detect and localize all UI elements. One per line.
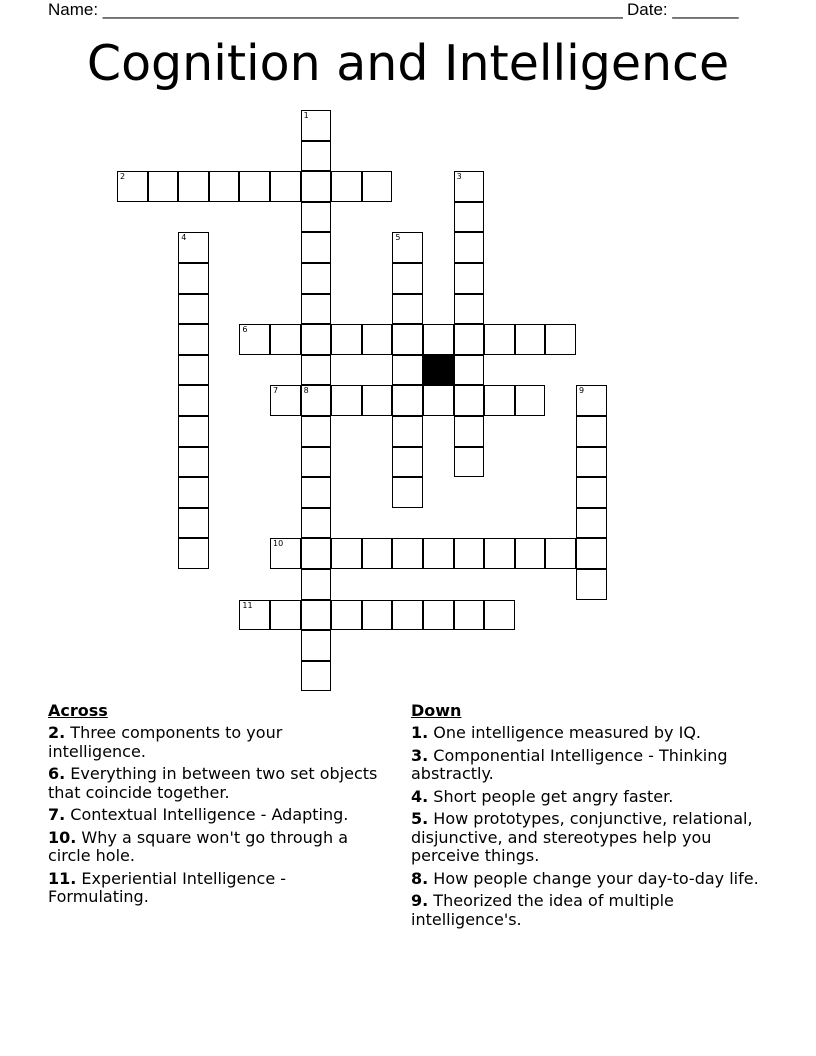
crossword-cell[interactable] bbox=[545, 538, 576, 569]
crossword-cell[interactable] bbox=[301, 569, 332, 600]
page-title: Cognition and Intelligence bbox=[86, 35, 730, 92]
clue-text: Three components to your intelligence. bbox=[48, 723, 283, 761]
crossword-cell[interactable] bbox=[270, 171, 301, 202]
crossword-cell[interactable] bbox=[209, 171, 240, 202]
crossword-cell[interactable] bbox=[239, 171, 270, 202]
clue-number: 11. bbox=[48, 868, 77, 888]
clue-number: 7. bbox=[48, 805, 66, 824]
crossword-cell[interactable] bbox=[301, 324, 332, 355]
crossword-cell[interactable] bbox=[301, 110, 332, 141]
crossword-cell[interactable] bbox=[178, 232, 209, 263]
crossword-cell[interactable] bbox=[454, 263, 485, 294]
crossword-cell[interactable] bbox=[454, 600, 485, 631]
crossword-cell[interactable] bbox=[178, 324, 209, 355]
clue-text: Componential Intelligence - Thinking abstractly. bbox=[411, 745, 728, 783]
clue-number: 10. bbox=[48, 827, 77, 847]
crossword-cell[interactable] bbox=[454, 538, 485, 569]
crossword-black-cell bbox=[423, 355, 454, 386]
crossword-cell[interactable] bbox=[454, 232, 485, 263]
crossword-cell[interactable] bbox=[576, 477, 607, 508]
clue-number-label: 10 bbox=[273, 539, 284, 549]
crossword-cell[interactable] bbox=[270, 600, 301, 631]
crossword-cell[interactable] bbox=[239, 600, 270, 631]
down-clue bbox=[411, 810, 761, 866]
clue-text: Short people get angry faster. bbox=[428, 786, 674, 806]
crossword-cell[interactable] bbox=[362, 324, 393, 355]
crossword-cell[interactable] bbox=[301, 416, 332, 447]
across-clue bbox=[48, 806, 383, 825]
crossword-cell[interactable] bbox=[454, 294, 485, 325]
crossword-cell[interactable] bbox=[515, 324, 546, 355]
crossword-cell[interactable] bbox=[301, 355, 332, 386]
crossword-cell[interactable] bbox=[392, 385, 423, 416]
crossword-cell[interactable] bbox=[331, 385, 362, 416]
crossword-cell[interactable] bbox=[301, 171, 332, 202]
clue-text: How prototypes, conjunctive, relational, disjunctive, and stereotypes help you perceive things. bbox=[411, 809, 753, 865]
crossword-cell[interactable] bbox=[392, 355, 423, 386]
crossword-cell[interactable] bbox=[178, 294, 209, 325]
down-clue bbox=[411, 724, 761, 743]
crossword-cell[interactable] bbox=[423, 600, 454, 631]
across-clue bbox=[48, 829, 383, 866]
crossword-cell[interactable] bbox=[301, 508, 332, 539]
crossword-cell[interactable] bbox=[301, 538, 332, 569]
crossword-cell[interactable] bbox=[178, 508, 209, 539]
crossword-cell[interactable] bbox=[362, 538, 393, 569]
clue-number-label: 7 bbox=[273, 386, 279, 396]
crossword-cell[interactable] bbox=[576, 447, 607, 478]
crossword-cell[interactable] bbox=[392, 324, 423, 355]
crossword-cell[interactable] bbox=[545, 324, 576, 355]
clue-number: 4. bbox=[411, 786, 429, 806]
down-clues bbox=[411, 701, 761, 933]
crossword-cell[interactable] bbox=[392, 232, 423, 263]
clue-text: Everything in between two set objects that coincide together. bbox=[48, 764, 378, 802]
crossword-cell[interactable] bbox=[454, 447, 485, 478]
crossword-cell[interactable] bbox=[301, 232, 332, 263]
crossword-cell[interactable] bbox=[301, 141, 332, 172]
clue-number: 9. bbox=[411, 891, 429, 910]
down-heading: Down bbox=[411, 701, 462, 720]
crossword-cell[interactable] bbox=[178, 171, 209, 202]
crossword-cell[interactable] bbox=[484, 538, 515, 569]
clue-number-label: 9 bbox=[579, 386, 585, 396]
clue-text: Why a square won't go through a circle hole. bbox=[48, 827, 348, 865]
clue-number-label: 4 bbox=[181, 233, 187, 243]
crossword-cell[interactable] bbox=[454, 171, 485, 202]
crossword-cell[interactable] bbox=[117, 171, 148, 202]
crossword-cell[interactable] bbox=[301, 600, 332, 631]
crossword-cell[interactable] bbox=[331, 324, 362, 355]
crossword-cell[interactable] bbox=[178, 416, 209, 447]
across-clue-list bbox=[48, 724, 383, 907]
name-field-label: Name: _______________________________________________________ bbox=[48, 0, 623, 19]
across-heading: Across bbox=[48, 701, 108, 720]
crossword-cell[interactable] bbox=[239, 324, 270, 355]
crossword-cell[interactable] bbox=[362, 385, 393, 416]
clue-number: 6. bbox=[48, 764, 66, 783]
clue-number-label: 8 bbox=[303, 386, 309, 396]
across-clue bbox=[48, 870, 383, 907]
crossword-cell[interactable] bbox=[392, 477, 423, 508]
crossword-cell[interactable] bbox=[576, 508, 607, 539]
crossword-cell[interactable] bbox=[454, 324, 485, 355]
crossword-cell[interactable] bbox=[454, 355, 485, 386]
crossword-cell[interactable] bbox=[392, 294, 423, 325]
clue-text: Experiential Intelligence - Formulating. bbox=[48, 868, 287, 906]
crossword-cell[interactable] bbox=[423, 324, 454, 355]
clue-number: 2. bbox=[48, 723, 66, 742]
crossword-cell[interactable] bbox=[301, 385, 332, 416]
crossword-cell[interactable] bbox=[392, 538, 423, 569]
crossword-cell[interactable] bbox=[301, 294, 332, 325]
crossword-cell[interactable] bbox=[301, 202, 332, 233]
crossword-cell[interactable] bbox=[392, 416, 423, 447]
crossword-cell[interactable] bbox=[454, 202, 485, 233]
crossword-cell[interactable] bbox=[301, 477, 332, 508]
crossword-cell[interactable] bbox=[392, 447, 423, 478]
clue-number: 5. bbox=[411, 809, 429, 828]
down-clue bbox=[411, 747, 761, 784]
down-clue bbox=[411, 788, 761, 807]
clue-number: 8. bbox=[411, 868, 429, 888]
clue-number-label: 6 bbox=[242, 325, 248, 335]
down-clue bbox=[411, 870, 761, 889]
crossword-cell[interactable] bbox=[270, 538, 301, 569]
clue-number-label: 1 bbox=[303, 111, 309, 120]
crossword-cell[interactable] bbox=[484, 324, 515, 355]
across-clues bbox=[48, 701, 383, 911]
crossword-cell[interactable] bbox=[515, 538, 546, 569]
crossword-cell[interactable] bbox=[178, 355, 209, 386]
clue-number: 1. bbox=[411, 723, 429, 742]
across-clue bbox=[48, 724, 383, 761]
crossword-cell[interactable] bbox=[576, 416, 607, 447]
crossword-cell[interactable] bbox=[484, 385, 515, 416]
crossword-cell[interactable] bbox=[270, 385, 301, 416]
clue-text: One intelligence measured by IQ. bbox=[428, 723, 702, 742]
crossword-cell[interactable] bbox=[576, 385, 607, 416]
crossword-cell[interactable] bbox=[362, 600, 393, 631]
clue-number: 3. bbox=[411, 745, 429, 765]
crossword-cell[interactable] bbox=[178, 385, 209, 416]
down-clue bbox=[411, 892, 761, 929]
crossword-cell[interactable] bbox=[301, 263, 332, 294]
clue-number-label: 3 bbox=[456, 172, 462, 182]
crossword-cell[interactable] bbox=[331, 171, 362, 202]
crossword-cell[interactable] bbox=[148, 171, 179, 202]
clue-number-label: 5 bbox=[395, 233, 401, 243]
crossword-cell[interactable] bbox=[301, 630, 332, 661]
across-clue bbox=[48, 765, 383, 802]
crossword-cell[interactable] bbox=[270, 324, 301, 355]
crossword-cell[interactable] bbox=[392, 600, 423, 631]
crossword-cell[interactable] bbox=[178, 538, 209, 569]
clue-text: Theorized the idea of multiple intelligence's. bbox=[411, 891, 674, 929]
clue-number-label: 2 bbox=[120, 172, 126, 182]
clue-text: How people change your day-to-day life. bbox=[428, 868, 759, 888]
crossword-cell[interactable] bbox=[331, 538, 362, 569]
clue-text: Contextual Intelligence - Adapting. bbox=[65, 805, 349, 824]
crossword-cell[interactable] bbox=[454, 416, 485, 447]
crossword-cell[interactable] bbox=[423, 538, 454, 569]
crossword-cell[interactable] bbox=[178, 447, 209, 478]
crossword-cell[interactable] bbox=[423, 385, 454, 416]
date-field-label: Date: _______ bbox=[627, 0, 739, 19]
crossword-cell[interactable] bbox=[331, 600, 362, 631]
crossword-cell[interactable] bbox=[454, 385, 485, 416]
crossword-cell[interactable] bbox=[576, 538, 607, 569]
crossword-cell[interactable] bbox=[484, 600, 515, 631]
crossword-cell[interactable] bbox=[178, 263, 209, 294]
crossword-cell[interactable] bbox=[362, 171, 393, 202]
crossword-cell[interactable] bbox=[301, 447, 332, 478]
crossword-cell[interactable] bbox=[392, 263, 423, 294]
crossword-cell[interactable] bbox=[178, 477, 209, 508]
clue-number-label: 11 bbox=[242, 600, 253, 610]
crossword-cell[interactable] bbox=[301, 661, 332, 692]
crossword-cell[interactable] bbox=[576, 569, 607, 600]
crossword-cell[interactable] bbox=[515, 385, 546, 416]
down-clue-list bbox=[411, 724, 761, 929]
